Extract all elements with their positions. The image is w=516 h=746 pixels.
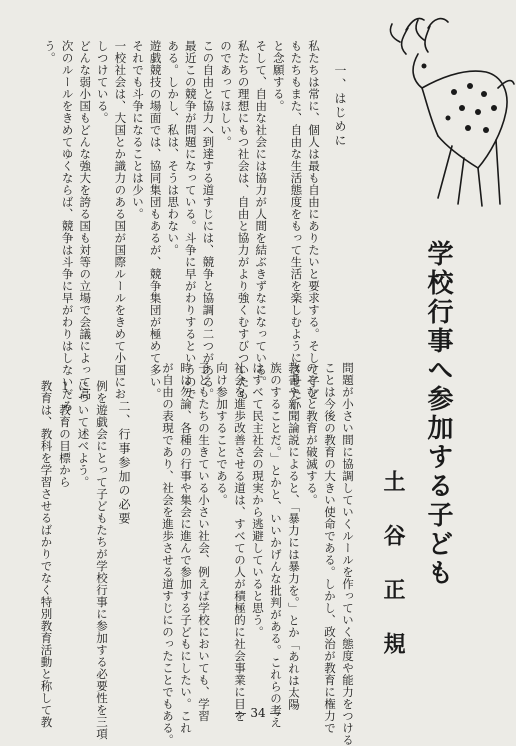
text-line: 遊戯競技の場面では、協同集団もあるが、競争集団が極めて多い。: [148, 40, 163, 400]
text-line: について述べよう。: [76, 380, 91, 488]
section1-heading: 一、はじめに: [333, 64, 347, 148]
text-line: ことは今後の教育の大きい使命である。しかし、政治が教育に権力で: [323, 362, 337, 734]
text-line: 教育は、教科を学習させるばかりでなく特別教育活動と称して教: [39, 380, 54, 728]
text-line: 一校社会は、大国とか識力のある国が国際ルールをきめて小国にお: [113, 40, 128, 400]
text-line: と念願する。: [271, 40, 286, 112]
text-line: はすべて民主社会の現実から逃避していると思う。: [251, 362, 265, 638]
text-line: 社会を進歩改善させる道は、すべての人が積極的に社会事業に目を: [233, 362, 247, 722]
text-line: そして、自由な社会には協力が人間を結ぶきずなになっている。: [254, 40, 269, 388]
text-line: 向け参加することである。: [215, 362, 229, 506]
text-line: ある。しかし、私は、そうは思わない。: [166, 40, 181, 256]
text-line: が自由の表現であり、社会を進歩させる道すじにのったことでもある。: [161, 362, 175, 746]
text-line: う。: [43, 40, 57, 64]
page-number: — 34 —: [234, 706, 282, 720]
text-line: 次のルールをきめてゆくならば、競争は斗争に早がわりはしないだろ: [60, 40, 75, 412]
text-line: それでも斗争になることは少い。: [131, 40, 145, 220]
text-line: 子どもたちの生きている小さい社会、例えば学校においても、学習: [197, 362, 211, 722]
text-line: のぞむと教育が破滅する。: [305, 362, 319, 506]
deer-icon: [378, 8, 516, 213]
text-line: 最近この競争が問題になっている。斗争に早がわりするというので: [183, 40, 198, 400]
text-line: どんな弱小国もどんな強大を誇る国も対等の立場で会議によって高: [78, 40, 93, 400]
text-line: 教書や新聞論説によると、「暴力には暴力を。」とか「あれは太陽: [287, 362, 301, 711]
article-title: 学校行事へ参加する子ども: [423, 240, 453, 588]
author-name: 土谷正規: [380, 470, 406, 686]
text-line: １、教育の目標から: [58, 380, 72, 488]
text-line: しつけている。: [95, 40, 110, 124]
section2-heading: 二、行事参加の必要: [117, 400, 131, 526]
text-line: 私たちの理想にもつ社会は、自由と協力がより強くむすびついたも: [236, 40, 251, 400]
text-line: 族のすることだ。」とかと、いいかげんな批判がある。これらの考え: [269, 362, 283, 729]
text-line: もたちもまた、自由な生活態度をもって生活を楽しむようにさせたい: [289, 40, 304, 412]
text-line: この自由と協力へ到達する道すじには、競争と協調の二つがある。: [201, 40, 216, 400]
text-line: 私たちは常に、個人は最も自由にありたいと要求する。そして子ど: [307, 40, 321, 400]
text-line: 時は勿論、各種の行事や集会に進んで参加する子どもにしたい。これ: [179, 362, 193, 734]
text-line: 問題が小さい間に協調していくルールを作っていく態度や能力をつける: [341, 362, 355, 746]
text-line: 例を遊戯会にとって子どもたちが学校行事に参加する必要性を三項: [95, 380, 109, 740]
text-line: のであってほしい。: [219, 40, 233, 148]
